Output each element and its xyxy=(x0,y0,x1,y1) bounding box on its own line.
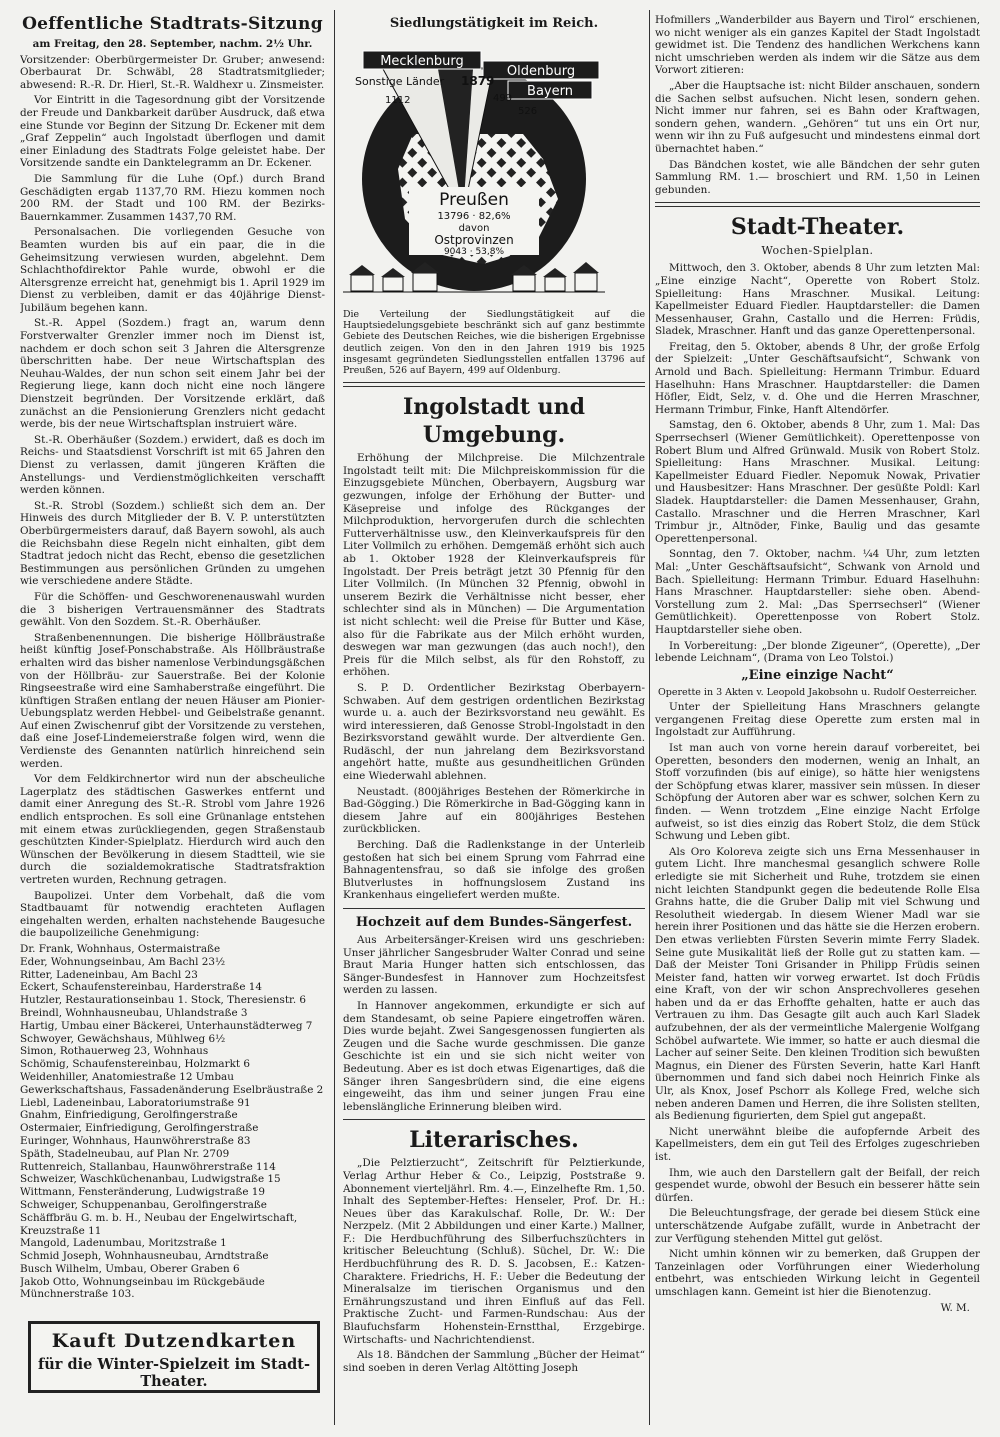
settlement-map-figure xyxy=(343,39,605,301)
article-title-stadtrat: Oeffentliche Stadtrats-Sitzung xyxy=(22,14,323,34)
paragraph: Ist man auch von vorne herein darauf vorbereitet, bei Operetten, besonders den modernen, wenig an Inhalt, an Stoff vorzufinden (bis auf einige), so hätte hier wenigstens der Schöpfung etwas klarer, massiver sein müssen. In dieser Schöpfung der Autoren aber war es schwer, solchen Kern zu finden. — Wenn trotzdem „Eine einzige Nacht Erfolge aufweist, so ist dies einzig das Robert Stolz, die dem Stück Schwung und Leben gibt. xyxy=(655,742,980,843)
list-item: Schweizer, Waschküchenanbau, Ludwigstraße 15 xyxy=(20,1173,281,1186)
label-prussia-value: 13796 · 82,6% xyxy=(437,211,511,222)
paragraph: In Vorbereitung: „Der blonde Zigeuner“, (Operette), „Der lebende Leichnam“, (Drama von Leo Tolstoi.) xyxy=(655,639,980,665)
figure-title: Siedlungstätigkeit im Reich. xyxy=(389,16,599,31)
paragraph: „Die Pelztierzucht“, Zeitschrift für Pelztierkunde, Verlag Arthur Heber & Co., Leipzig, Poststraße 9. Abonnement vierteljährl. Rm. 4.—, Einzelhefte Rm. 1,50. Inhalt des September-Heftes: Henseler, Prof. Dr. H.: Neues über das Karakulschaf. Rolle, Dr. W.: Der Nerzpelz. (Mit 2 Abbildungen und einer Karte.) Mallner, F.: Die Herdbuchführung des Silberfuchszüchters in kritischer Beleuchtung (Schluß). Süchel, Dr. W.: Die Herdbuchführung des R. D. S. Jacobsen, E.: Katzen-Charaktere. Friedrichs, H. F.: Ueber die Bedeutung der Mineralsalze im tierischen Organismus und den Ernährungszustand und ihren Einfluß auf das Fell. Praktische Zucht- und Farmen-Rundschau: Aus der Blaufuchsfarm Hohenstein-Ernstthal, Erzgebirge. Wirtschafts- und Nachrichtendienst. xyxy=(343,1157,645,1346)
list-item: Hartig, Umbau einer Bäckerei, Unterhaunstädterweg 7 xyxy=(20,1019,313,1032)
section-divider xyxy=(343,1119,645,1120)
ad-headline: Kauft Dutzendkarten xyxy=(51,1330,297,1352)
label-ostprovinzen: Ostprovinzen xyxy=(434,233,514,247)
section-title-literarisches: Literarisches. xyxy=(409,1127,579,1154)
review-title: „Eine einzige Nacht“ xyxy=(741,667,894,683)
label-mecklenburg: Mecklenburg xyxy=(380,54,464,69)
list-item: Wittmann, Fensteränderung, Ludwigstraße 19 xyxy=(20,1186,266,1199)
list-item: Ritter, Ladeneinbau, Am Bachl 23 xyxy=(20,968,198,981)
section-divider xyxy=(343,908,645,909)
paragraph: Vor Eintritt in die Tagesordnung gibt der Vorsitzende der Freude und Dankbarkeit darüber Ausdruck, daß etwa eine Stunde vor Beginn der Sitzung Dr. Eckener mit dem „Graf Zeppelin“ auch Ingolstadt überflogen und damit einer Einladung des Stadtrats Folge geleistet habe. Der Vorsitzende sandte ein Danktelegramm an Dr. Eckener. xyxy=(20,94,325,170)
paragraph: Für die Schöffen- und Geschworenenauswahl wurden die 3 bisherigen Vertrauensmänner des Stadtrats gewählt. Von den Sozdem. St.-R. Oberhäußer. xyxy=(20,590,325,629)
paragraph: „Aber die Hauptsache ist: nicht Bilder anschauen, sondern die Sachen selbst aufsuchen. Nicht lesen, sondern gehen. Nicht immer nur fahren, sei es Bahn oder Kraftwagen, sondern gehen, wandern. „Gehören“ tut uns ein Ort nur, wenn wir ihn zu Fuß aufgesucht und mindestens einmal dort übernachtet haben.“ xyxy=(655,79,980,155)
paragraph: Straßenbenennungen. Die bisherige Höllbräustraße heißt künftig Josef-Ponschabstraße. Als Höllbräustraße erhalten wird das bisher namenlose Verbindungsgäßchen von der Höllbräu- zur Sauerstraße. Bei der Kolonie Ringseestraße wird eine Samhaberstraße eingeführt. Die künftigen Straßen entlang der neuen Häuser am Pionier-Uebungsplatz werden Hebbel- und Geibelstraße genannt. Auf einen Zwischenruf gibt der Vorsitzende zu verstehen, daß eine Josef-Lindemeierstraße folgen wird, wenn die Verdienste des Genannten natürlich hinreichend sein werden. xyxy=(20,631,325,770)
paragraph: Personalsachen. Die vorliegenden Gesuche von Beamten wurden bis auf ein paar, die in die Geheimsitzung verwiesen wurden, abgelehnt. Dem Schlachthofdirektor Pahle wurde, obwohl er die Altersgrenze erreicht hat, genehmigt bis 1. April 1929 im Dienst zu verbleiben, damit er das 40jährige Dienst-Jubiläum begehen kann. xyxy=(20,226,325,314)
label-sonstige: Sonstige Länder xyxy=(355,75,445,88)
figure-caption: Die Verteilung der Siedlungstätigkeit auf die Hauptsiedelungsgebiete beschränkt sich auf ganz bestimmte Gebiete des Deutschen Reiches, wie die bisherigen Ergebnisse deutlich zeigen. Von den in den Jahren 1919 bis 1925 insgesamt gegründeten Siedlungsstellen entfallen 13796 auf Preußen, 526 auf Bayern, 499 auf Oldenburg. xyxy=(343,309,645,377)
list-item: Schmid Joseph, Wohnhausneubau, Arndtstraße xyxy=(20,1250,269,1263)
paragraph: Freitag, den 5. Oktober, abends 8 Uhr, der große Erfolg der Spielzeit: „Unter Geschäftsaufsicht“, Schwank von Arnold und Bach. Spielleitung: Hermann Trimbur. Eduard Haselhuhn: Hans Mraschner. Hauptdarsteller: die Damen Höfler, Eidt, Selz, v. d. Ohe und die Herren Mraschner, Hermann Trimbur, Finke, Hanft Altendörfer. xyxy=(655,340,980,416)
ad-subline: für die Winter-Spielzeit im Stadt-Theater. xyxy=(38,1356,310,1390)
label-davon: davon xyxy=(458,223,490,234)
list-item: Gewerkschaftshaus, Fassadenänderung Eselbräustraße 2 xyxy=(20,1083,324,1096)
column-left xyxy=(20,14,325,1424)
paragraph: Samstag, den 6. Oktober, abends 8 Uhr, zum 1. Mal: Das Sperrsechserl (Wiener Gemütlichkeit). Operettenposse von Robert Blum und Alfred Grünwald. Musik von Robert Stolz. Spielleitung: Hans Mraschner. Musikal. Leitung: Kapellmeister Eduard Fiedler. Nepomuk Nowak, Privatier und Hausbesitzer: Hans Mraschner. Der gesüßte Poldl: Karl Sladek. Hauptdarsteller: die Damen Messenhauser, Grahn, Castallo. Mraschner und die Herren Mraschner, Karl Trimbur jr., Altnöder, Finke, Baulig und das gesamte Operettenpersonal. xyxy=(655,419,980,545)
paragraph: Hofmillers „Wanderbilder aus Bayern und Tirol“ erschienen, wo nicht weniger als ein ganzes Kapitel der Stadt Ingolstadt gewidmet ist. Die Tendenz des handlichen Werkchens kann nicht umschrieben werden als indem wir die Sätze aus dem Vorwort zitieren: xyxy=(655,14,980,77)
list-item: Simon, Rothauerweg 23, Wohnhaus xyxy=(20,1045,209,1058)
column-middle xyxy=(343,14,645,1424)
label-number: 499 xyxy=(493,93,513,104)
list-item: Jakob Otto, Wohnungseinbau im Rückgebäude Münchnerstraße 103. xyxy=(20,1275,265,1301)
theater-advertisement xyxy=(28,1321,320,1393)
list-item: Euringer, Wohnhaus, Haunwöhrerstraße 83 xyxy=(20,1134,251,1147)
paragraph: St.-R. Appel (Sozdem.) fragt an, warum denn Forstverwalter Grenzler immer noch im Dienst ist, nachdem er doch schon seit 3 Jahren die Altersgrenze überschritten habe. Der neue Wirtschaftsplan des Neuhau-Waldes, der nun schon seit einem Jahr bei der Regierung liege, kann doch nicht eine noch längere Dienstzeit begründen. Der Vorsitzende erklärt, daß zunächst an die Pensionierung Grenzlers nicht gedacht werde, bis der neue Wirtschaftsplan instruiert wäre. xyxy=(20,317,325,431)
label-ostprov-value: 9043 · 53,8% xyxy=(443,247,505,257)
section-divider xyxy=(343,382,645,387)
list-item: Ruttenreich, Stallanbau, Haunwöhrerstraße 114 xyxy=(20,1160,276,1173)
label-bayern: Bayern xyxy=(527,84,573,99)
paragraph: Ihm, wie auch den Darstellern galt der Beifall, der reich gespendet wurde, obwohl der Besuch ein besserer hätte sein dürfen. xyxy=(655,1166,980,1204)
list-item: Busch Wilhelm, Umbau, Oberer Graben 6 xyxy=(20,1262,240,1275)
paragraph: Das Bändchen kostet, wie alle Bändchen der sehr guten Sammlung RM. 1.— broschiert und RM. 1,50 in Leinen gebunden. xyxy=(655,158,980,196)
review-subtitle: Operette in 3 Akten v. Leopold Jakobsohn u. Rudolf Oesterreicher. xyxy=(658,686,977,698)
list-item: Hutzler, Restaurationseinbau 1. Stock, Theresienstr. 6 xyxy=(20,994,307,1007)
paragraph: Berching. Daß die Radlenkstange in der Unterleib gestoßen hat sich bei einem Sprung vom Fahrrad eine Bahnagentensfrau, so daß sie infolge des großen Blutverlustes in hoffnungslosem Zustand ins Krankenhaus eingeliefert werden mußte. xyxy=(343,839,645,902)
paragraph: Baupolizei. Unter dem Vorbehalt, daß die vom Stadtbauamt für notwendig erachteten Auflagen eingehalten werden, erhalten nachstehende Baugesuche die baupolizeiliche Genehmigung: xyxy=(20,889,325,940)
section-divider xyxy=(655,202,980,207)
paragraph: Neustadt. (800jähriges Bestehen der Römerkirche in Bad-Gögging.) Die Römerkirche in Bad-Gögging kann in diesem Jahre auf ein 800jähriges Bestehen zurückblicken. xyxy=(343,785,645,836)
list-item: Mangold, Ladenumbau, Moritzstraße 1 xyxy=(20,1237,227,1250)
list-item: Späth, Stadelneubau, auf Plan Nr. 2709 xyxy=(20,1147,230,1160)
list-item: Schwoyer, Gewächshaus, Mühlweg 6½ xyxy=(20,1032,226,1045)
section-title-stadttheater: Stadt-Theater. xyxy=(730,214,905,241)
paragraph: Aus Arbeitersänger-Kreisen wird uns geschrieben: Unser jährlicher Sangesbruder Walter Conrad und seine Braut Maria Hunger hatten sich entschlossen, das Sänger-Bundesfest in Hannover zum Hochzeitsfest werden zu lassen. xyxy=(343,934,645,997)
list-item: Schäffbräu G. m. b. H., Neubau der Engelwirtschaft, Kreuzstraße 11 xyxy=(20,1211,298,1237)
author-signature: W. M. xyxy=(940,1301,970,1314)
column-right xyxy=(655,14,980,1424)
label-oldenburg: Oldenburg xyxy=(506,64,576,79)
building-permit-list xyxy=(20,943,325,1301)
list-item: Ostermaier, Einfriedigung, Gerolfingerstraße xyxy=(20,1122,259,1135)
paragraph: St.-R. Strobl (Sozdem.) schließt sich dem an. Der Hinweis des durch Mitglieder der B. V. P. unterstützten Oberbürgermeisters darauf, daß Bayern sowohl, als auch die Reichsbahn diese Regeln nicht einhalten, gibt dem Stadtrat jedoch nicht das Recht, ebenso die gesetzlichen Bestimmungen aus persönlichen Gründen zu umgehen wie verschiedene andere Städte. xyxy=(20,499,325,588)
list-item: Dr. Frank, Wohnhaus, Ostermaistraße xyxy=(20,942,221,955)
section-subtitle: Wochen-Spielplan. xyxy=(761,244,874,258)
paragraph: Vor dem Feldkirchnertor wird nun der abscheuliche Lagerplatz des städtischen Gaswerkes entfernt und damit einer Anregung des St.-R. Strobl vom Jahre 1926 endlich entsprochen. Es soll eine Grünanlage entstehen mit einem etwas zurückliegenden, gegen Straßenstaub geschützten Kinder-Spielplatz. Hierdurch wird auch den Wünschen der Bevölkerung in diesem Stadtteil, wie sie durch die sozialdemokratische Stadtratsfraktion vertreten wurden, Rechnung getragen. xyxy=(20,773,325,886)
paragraph: Als Oro Koloreva zeigte sich uns Erna Messenhauser in gutem Licht. Ihre manchesmal gesanglich schwere Rolle erledigte sie mit Sicherheit und Ruhe, trotzdem sie einen nicht leichten Standpunkt gegen die bedeutende Rolle Elsa Grahns hatte, die die Gruber Dalip mit viel Schwung und Resolutheit wiedergab. In diesem Wiener Madl war sie herein ihrer Positionen und das hätte sie die Herzen erobern. Den etwas verliebten Fürsten Severin mimte Ferry Sladek. Seine gute Musikalität ließ der Rolle gut zu statten kam. — Daß der Meister Toni Grisander in Philipp Früdis seinen Meister fand, hatten wir vorweg erwartet. Ist doch Früdis eine Kraft, von der wir schon Ansprechvolleres gesehen haben und da er das Erhoffte gehalten, hatte er auch das Vertrauen zu ihm. Das Gesagte gilt auch auch Karl Sladek aufzubehnen, der als der vermeintliche Malergenie Wolfgang Schöbel aufwartete. Wie immer, so hatte er auch diesmal die Lacher auf seiner Seite. Den kleinen Trodition sich bewußten Magnus, ein Diener des Fürsten Severin, hatte Karl Hanft übernommen und fand sich dabei noch Heinrich Finke als Ulr, als Knox, Josef Pschorr als Kollege Fred, welche sich neben anderen Damen und Herren, die ihre Solisten stellten, als Bedienung figurierten, dem Spiel gut angepaßt. xyxy=(655,845,980,1123)
list-item: Schweiger, Schuppenanbau, Gerolfingerstraße xyxy=(20,1198,267,1211)
list-item: Breindl, Wohnhausneubau, Uhlandstraße 3 xyxy=(20,1006,248,1019)
section-title-ingolstadt: Ingolstadt und Umgebung. xyxy=(402,394,586,449)
list-item: Liebl, Ladeneinbau, Laboratoriumstraße 91 xyxy=(20,1096,251,1109)
label-number: 1112 xyxy=(385,95,411,106)
paragraph: Nicht umhin können wir zu bemerken, daß Gruppen der Tanzeinlagen oder Vorführungen einer Wiederholung entbehrt, was entschieden Wirkung leicht in Gegenteil umschlagen kann. Gemeint ist hier die Bienotenzug. xyxy=(655,1248,980,1298)
list-item: Eder, Wohnungseinbau, Am Bachl 23½ xyxy=(20,955,226,968)
article-dateline: am Freitag, den 28. September, nachm. 2½ Uhr. xyxy=(32,38,313,50)
paragraph: Die Sammlung für die Luhe (Opf.) durch Brand Geschädigten ergab 1137,70 RM. Hiezu kommen noch 200 RM. der Stadt und 100 RM. der Bezirks-Bauernkammer. Zusammen 1437,70 RM. xyxy=(20,172,325,223)
paragraph: Nicht unerwähnt bleibe die aufopfernde Arbeit des Kapellmeisters, dem ein gut Teil des Erfolges zugeschrieben ist. xyxy=(655,1125,980,1163)
paragraph: Vorsitzender: Oberbürgermeister Dr. Gruber; anwesend: Oberbaurat Dr. Schwäbl, 28 Stadtratsmitglieder; abwesend: R.-R. Dr. Hierl, St.-R. Waldhexr u. Zinsmeister. xyxy=(20,53,325,91)
list-item: Eckert, Schaufenstereinbau, Harderstraße 14 xyxy=(20,981,263,994)
article-title-hochzeit: Hochzeit auf dem Bundes-Sängerfest. xyxy=(355,915,633,930)
list-item: Schömig, Schaufenstereinbau, Holzmarkt 6 xyxy=(20,1058,250,1071)
column-rule xyxy=(649,10,650,1425)
label-number: 526 xyxy=(518,106,538,117)
paragraph: S. P. D. Ordentlicher Bezirkstag Oberbayern-Schwaben. Auf dem gestrigen ordentlichen Bezirkstag wurde u. a. auch der Bezirksvorstand neu gewählt. Es wird interessieren, daß Genosse Strobl-Ingolstadt in den Bezirksvorstand gewählt wurde. Der altverdiente Gen. Rudäschl, der nun jahrelang dem Bezirksvorstand angehört hatte, mußte aus gesundheitlichen Gründen eine Wiederwahl ablehnen. xyxy=(343,681,645,783)
paragraph: Erhöhung der Milchpreise. Die Milchzentrale Ingolstadt teilt mit: Die Milchpreiskommission für die Einzugsgebiete München, Oberbayern, Augsburg war gezwungen, infolge der Erhöhung der Butter- und Käsepreise und infolge des Rückganges der Milchproduktion, hervorgerufen durch die schlechten Futterverhältnisse usw., den Kleinverkaufspreis für den Liter Vollmilch zu erhöhen. Demgemäß erhöht sich auch ab 1. Oktober 1928 der Kleinverkaufspreis für Ingolstadt. Der Preis beträgt jetzt 30 Pfennig für den Liter Vollmilch. (In München 32 Pfennig, obwohl in unserem Bezirk die Verhältnisse nicht besser, eher schlechter sind als in München) — Die Argumentation ist nicht schlecht: weil die Preise für Butter und Käse, also für die Fabrikate aus der Milch erhöht wurden, deswegen war man gezwungen (das auch noch!), den Preis für die Milch selbst, als für den Rohstoff, zu erhöhen. xyxy=(343,452,645,679)
paragraph: Als 18. Bändchen der Sammlung „Bücher der Heimat“ sind soeben in deren Verlag Altötting Joseph xyxy=(343,1349,645,1374)
list-item: Weidenhiller, Anatomiestraße 12 Umbau xyxy=(20,1070,234,1083)
paragraph: Sonntag, den 7. Oktober, nachm. ¼4 Uhr, zum letzten Mal: „Unter Geschäftsaufsicht“, Schwank von Arnold und Bach. Spielleitung: Hermann Trimbur. Eduard Haselhuhn: Hans Mraschner. Hauptdarsteller: siehe oben. Abend-Vorstellung zum 2. Mal: „Das Sperrsechserl“ (Wiener Gemütlichkeit). Operettenposse von Robert Stolz. Hauptdarsteller siehe oben. xyxy=(655,548,980,636)
column-rule xyxy=(334,10,335,1425)
paragraph: Unter der Spielleitung Hans Mraschners gelangte vergangenen Freitag diese Operette zum ersten mal in Ingolstadt zur Aufführung. xyxy=(655,701,980,739)
label-year: 1879 xyxy=(461,74,495,88)
list-item: Gnahm, Einfriedigung, Gerolfingerstraße xyxy=(20,1109,238,1122)
paragraph: Die Beleuchtungsfrage, der gerade bei diesem Stück eine unterschätzende Aufgabe zufällt, wurde in Anbetracht der zur Verfügung stehenden Mittel gut gelöst. xyxy=(655,1207,980,1245)
paragraph: St.-R. Oberhäußer (Sozdem.) erwidert, daß es doch im Reichs- und Staatsdienst Vorschrift ist mit 65 Jahren den Dienst zu verlassen, damit jüngeren Kräften die Anstellungs- und Verdienstmöglichkeiten verschafft werden können. xyxy=(20,433,325,497)
paragraph: In Hannover angekommen, erkundigte er sich auf dem Standesamt, ob seine Papiere eingetroffen wären. Dies wurde bejaht. Zwei Sangesgenossen fungierten als Zeugen und die Sache wurde geschmissen. Die ganze Geschichte ist ein und sie sich nicht weiter von Bedeutung. Aber es ist doch etwas Eigenartiges, daß die Sänger ihren Sangesbrüdern sind, die eine eigens eingeweiht, das ihm und seiner jungen Frau eine lebenslängliche Erinnerung bleiben wird. xyxy=(343,999,645,1113)
label-preussen: Preußen xyxy=(439,190,509,210)
paragraph: Mittwoch, den 3. Oktober, abends 8 Uhr zum letzten Mal: „Eine einzige Nacht“, Operette von Robert Stolz. Spielleitung: Hans Mraschner. Musikal. Leitung: Kapellmeister Eduard Fiedler. Hauptdarsteller: die Damen Messenhauser, Grahn, Castallo und die Herren: Früdis, Sladek, Mraschner. Hanft und das ganze Operettenpersonal. xyxy=(655,262,980,338)
